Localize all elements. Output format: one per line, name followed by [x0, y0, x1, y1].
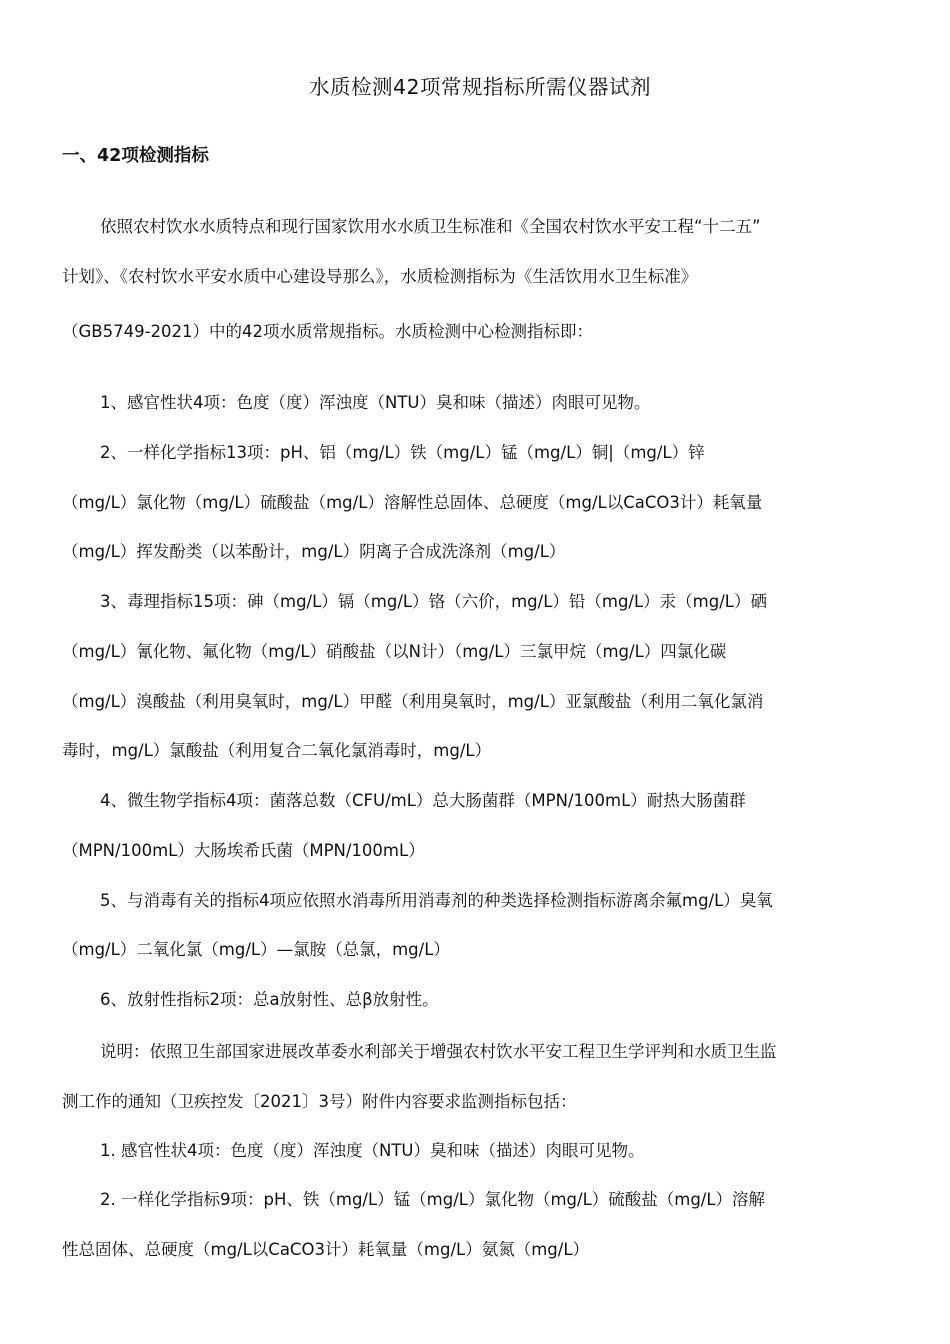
list-item-line: 2、一样化学指标13项：pH、铝（mg/L）铁（mg/L）锰（mg/L）铜|（mg/L）锌 [100, 443, 705, 462]
list-item-line: （mg/L）氰化物、氟化物（mg/L）硝酸盐（以N计）（mg/L）三氯甲烷（mg/L）四氯化碳 [62, 642, 727, 661]
list-item-line: 5、与消毒有关的指标4项应依照水消毒所用消毒剂的种类选择检测指标游离余氟mg/L）臭氧 [100, 891, 773, 910]
list-item-line: 6、放射性指标2项：总a放射性、总β放射性。 [100, 990, 439, 1009]
list-item-line: 4、微生物学指标4项：菌落总数（CFU/mL）总大肠菌群（MPN/100mL）耐热大肠菌群 [100, 791, 746, 810]
list-item-line: 性总固体、总硬度（mg/L以CaCO3计）耗氧量（mg/L）氨氮（mg/L） [62, 1240, 590, 1259]
list-item-line: 毒时，mg/L）氯酸盐（利用复合二氧化氯消毒时，mg/L） [62, 741, 492, 760]
list-item-line: 1. 感官性状4项：色度（度）浑浊度（NTU）臭和味（描述）肉眼可见物。 [100, 1141, 645, 1160]
list-item-line: 1、感官性状4项：色度（度）浑浊度（NTU）臭和味（描述）肉眼可见物。 [100, 393, 651, 412]
list-item-line: （mg/L）二氧化氯（mg/L）—氯胺（总氯，mg/L） [62, 940, 450, 959]
note-line: 说明：依照卫生部国家进展改革委水利部关于增强农村饮水平安工程卫生学评判和水质卫生监 [100, 1042, 777, 1061]
list-item-line: （mg/L）挥发酚类（以苯酚计，mg/L）阴离子合成洗涤剂（mg/L） [62, 542, 566, 561]
document-title: 水质检测42项常规指标所需仪器试剂 [308, 75, 652, 99]
paragraph-line: 计划》、《农村饮水平安水质中心建设导那么》，水质检测指标为《生活饮用水卫生标准》 [62, 267, 698, 286]
list-item-line: （mg/L）溴酸盐（利用臭氧时，mg/L）甲醛（利用臭氧时，mg/L）亚氯酸盐（利用二氧化氯消 [62, 692, 764, 711]
section-heading: 一、42项检测指标 [62, 146, 209, 166]
list-item-line: 3、毒理指标15项：砷（mg/L）镉（mg/L）铬（六价，mg/L）铅（mg/L）汞（mg/L）硒 [100, 592, 767, 611]
note-line: 测工作的通知（卫疾控发〔2021〕3号）附件内容要求监测指标包括： [62, 1092, 577, 1111]
list-item-line: （mg/L）氯化物（mg/L）硫酸盐（mg/L）溶解性总固体、总硬度（mg/L以CaCO3计）耗氧量 [62, 493, 763, 512]
paragraph-line: 依照农村饮水水质特点和现行国家饮用水水质卫生标准和《全国农村饮水平安工程“十二五” [100, 217, 761, 236]
list-item-line: （MPN/100mL）大肠埃希氏菌（MPN/100mL） [62, 841, 425, 860]
list-item-line: 2. 一样化学指标9项：pH、铁（mg/L）锰（mg/L）氯化物（mg/L）硫酸盐（mg/L）溶解 [100, 1190, 766, 1209]
paragraph-line: （GB5749-2021）中的42项水质常规指标。水质检测中心检测指标即： [62, 322, 594, 341]
